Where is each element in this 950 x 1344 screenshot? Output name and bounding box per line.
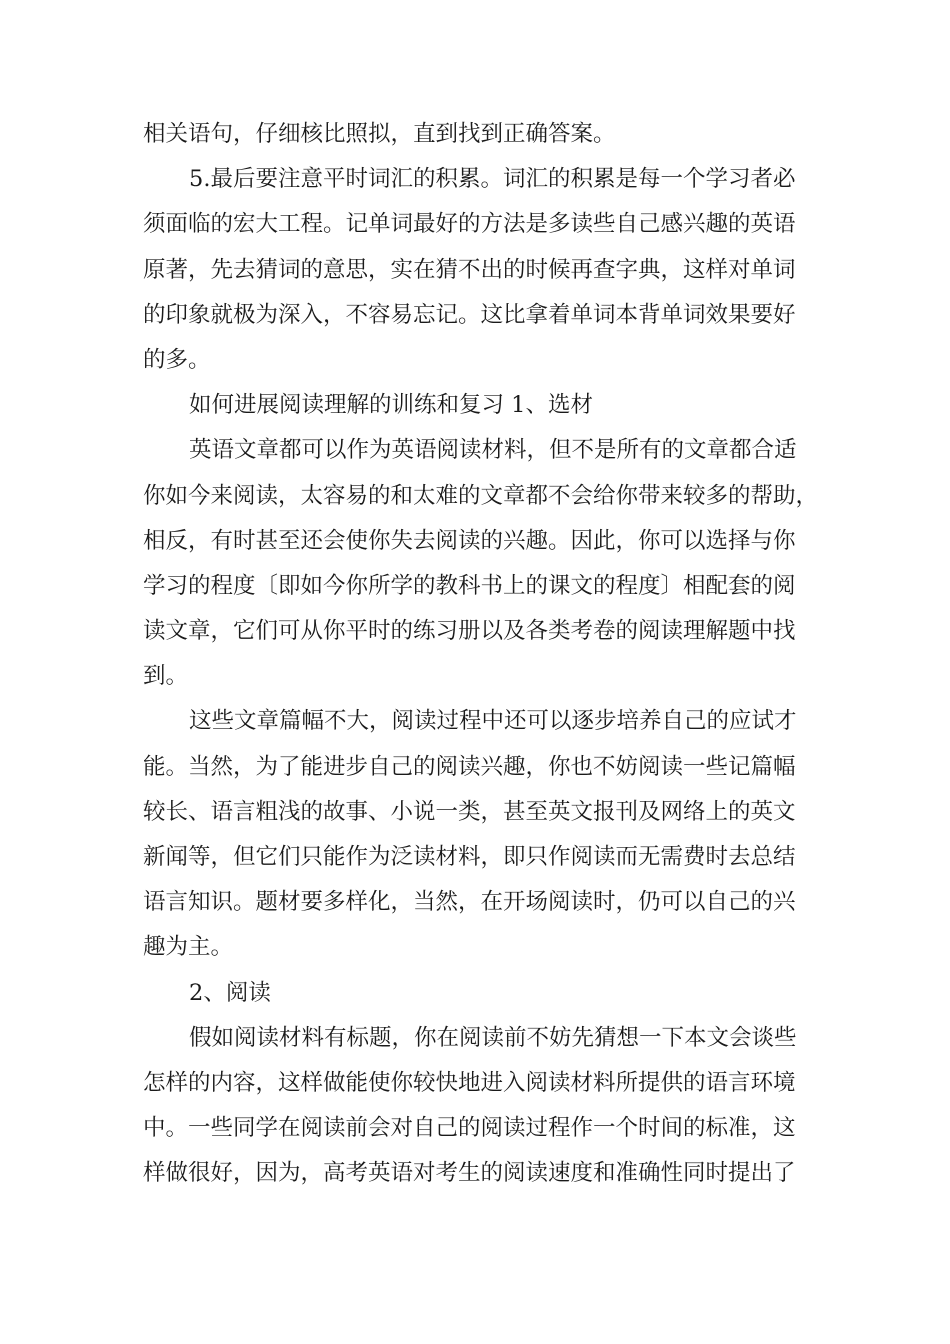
text-line: 中。一些同学在阅读前会对自己的阅读过程作一个时间的标准，这: [143, 1115, 796, 1142]
text-line: 能。当然，为了能进步自己的阅读兴趣，你也不妨阅读一些记篇幅: [143, 753, 796, 780]
text-line: 到。: [143, 663, 189, 690]
text-line: 新闻等，但它们只能作为泛读材料，即只作阅读而无需费时去总结: [143, 844, 796, 870]
text-line: 趣为主。: [143, 934, 234, 961]
paragraph-first-line: 假如阅读材料有标题，你在阅读前不妨先猜想一下本文会谈些: [189, 1024, 797, 1051]
paragraph-first-line: 英语文章都可以作为英语阅读材料，但不是所有的文章都合适: [189, 437, 797, 464]
paragraph-first-line: 5.最后要注意平时词汇的积累。词汇的积累是每一个学习者必: [189, 166, 796, 193]
text-line: 较长、语言粗浅的故事、小说一类，甚至英文报刊及网络上的英文: [143, 798, 796, 825]
section-heading: 如何进展阅读理解的训练和复习 1、选材: [189, 392, 593, 419]
text-line: 学习的程度〔即如今你所学的教科书上的课文的程度〕相配套的阅: [143, 572, 796, 599]
text-line: 须面临的宏大工程。记单词最好的方法是多读些自己感兴趣的英语: [143, 211, 796, 238]
text-line: 你如今来阅读，太容易的和太难的文章都不会给你带来较多的帮助，: [143, 482, 819, 509]
text-line: 读文章，它们可从你平时的练习册以及各类考卷的阅读理解题中找: [143, 618, 796, 645]
text-line: 相反，有时甚至还会使你失去阅读的兴趣。因此，你可以选择与你: [143, 527, 796, 554]
text-line: 的多。: [143, 346, 211, 373]
section-heading: 2、阅读: [189, 979, 271, 1006]
text-line: 原著，先去猜词的意思，实在猜不出的时候再查字典，这样对单词: [143, 256, 796, 283]
text-line: 语言知识。题材要多样化，当然，在开场阅读时，仍可以自己的兴: [143, 889, 796, 916]
paragraph-first-line: 这些文章篇幅不大，阅读过程中还可以逐步培养自己的应试才: [189, 708, 797, 735]
text-line: 相关语句，仔细核比照拟，直到找到正确答案。: [143, 121, 616, 147]
text-line: 样做很好，因为，高考英语对考生的阅读速度和准确性同时提出了: [143, 1160, 796, 1187]
body-text: [143, 112, 819, 1197]
text-line: 的印象就极为深入，不容易忘记。这比拿着单词本背单词效果要好: [143, 301, 796, 328]
text-line: 怎样的内容，这样做能使你较快地进入阅读材料所提供的语言环境: [143, 1069, 796, 1096]
